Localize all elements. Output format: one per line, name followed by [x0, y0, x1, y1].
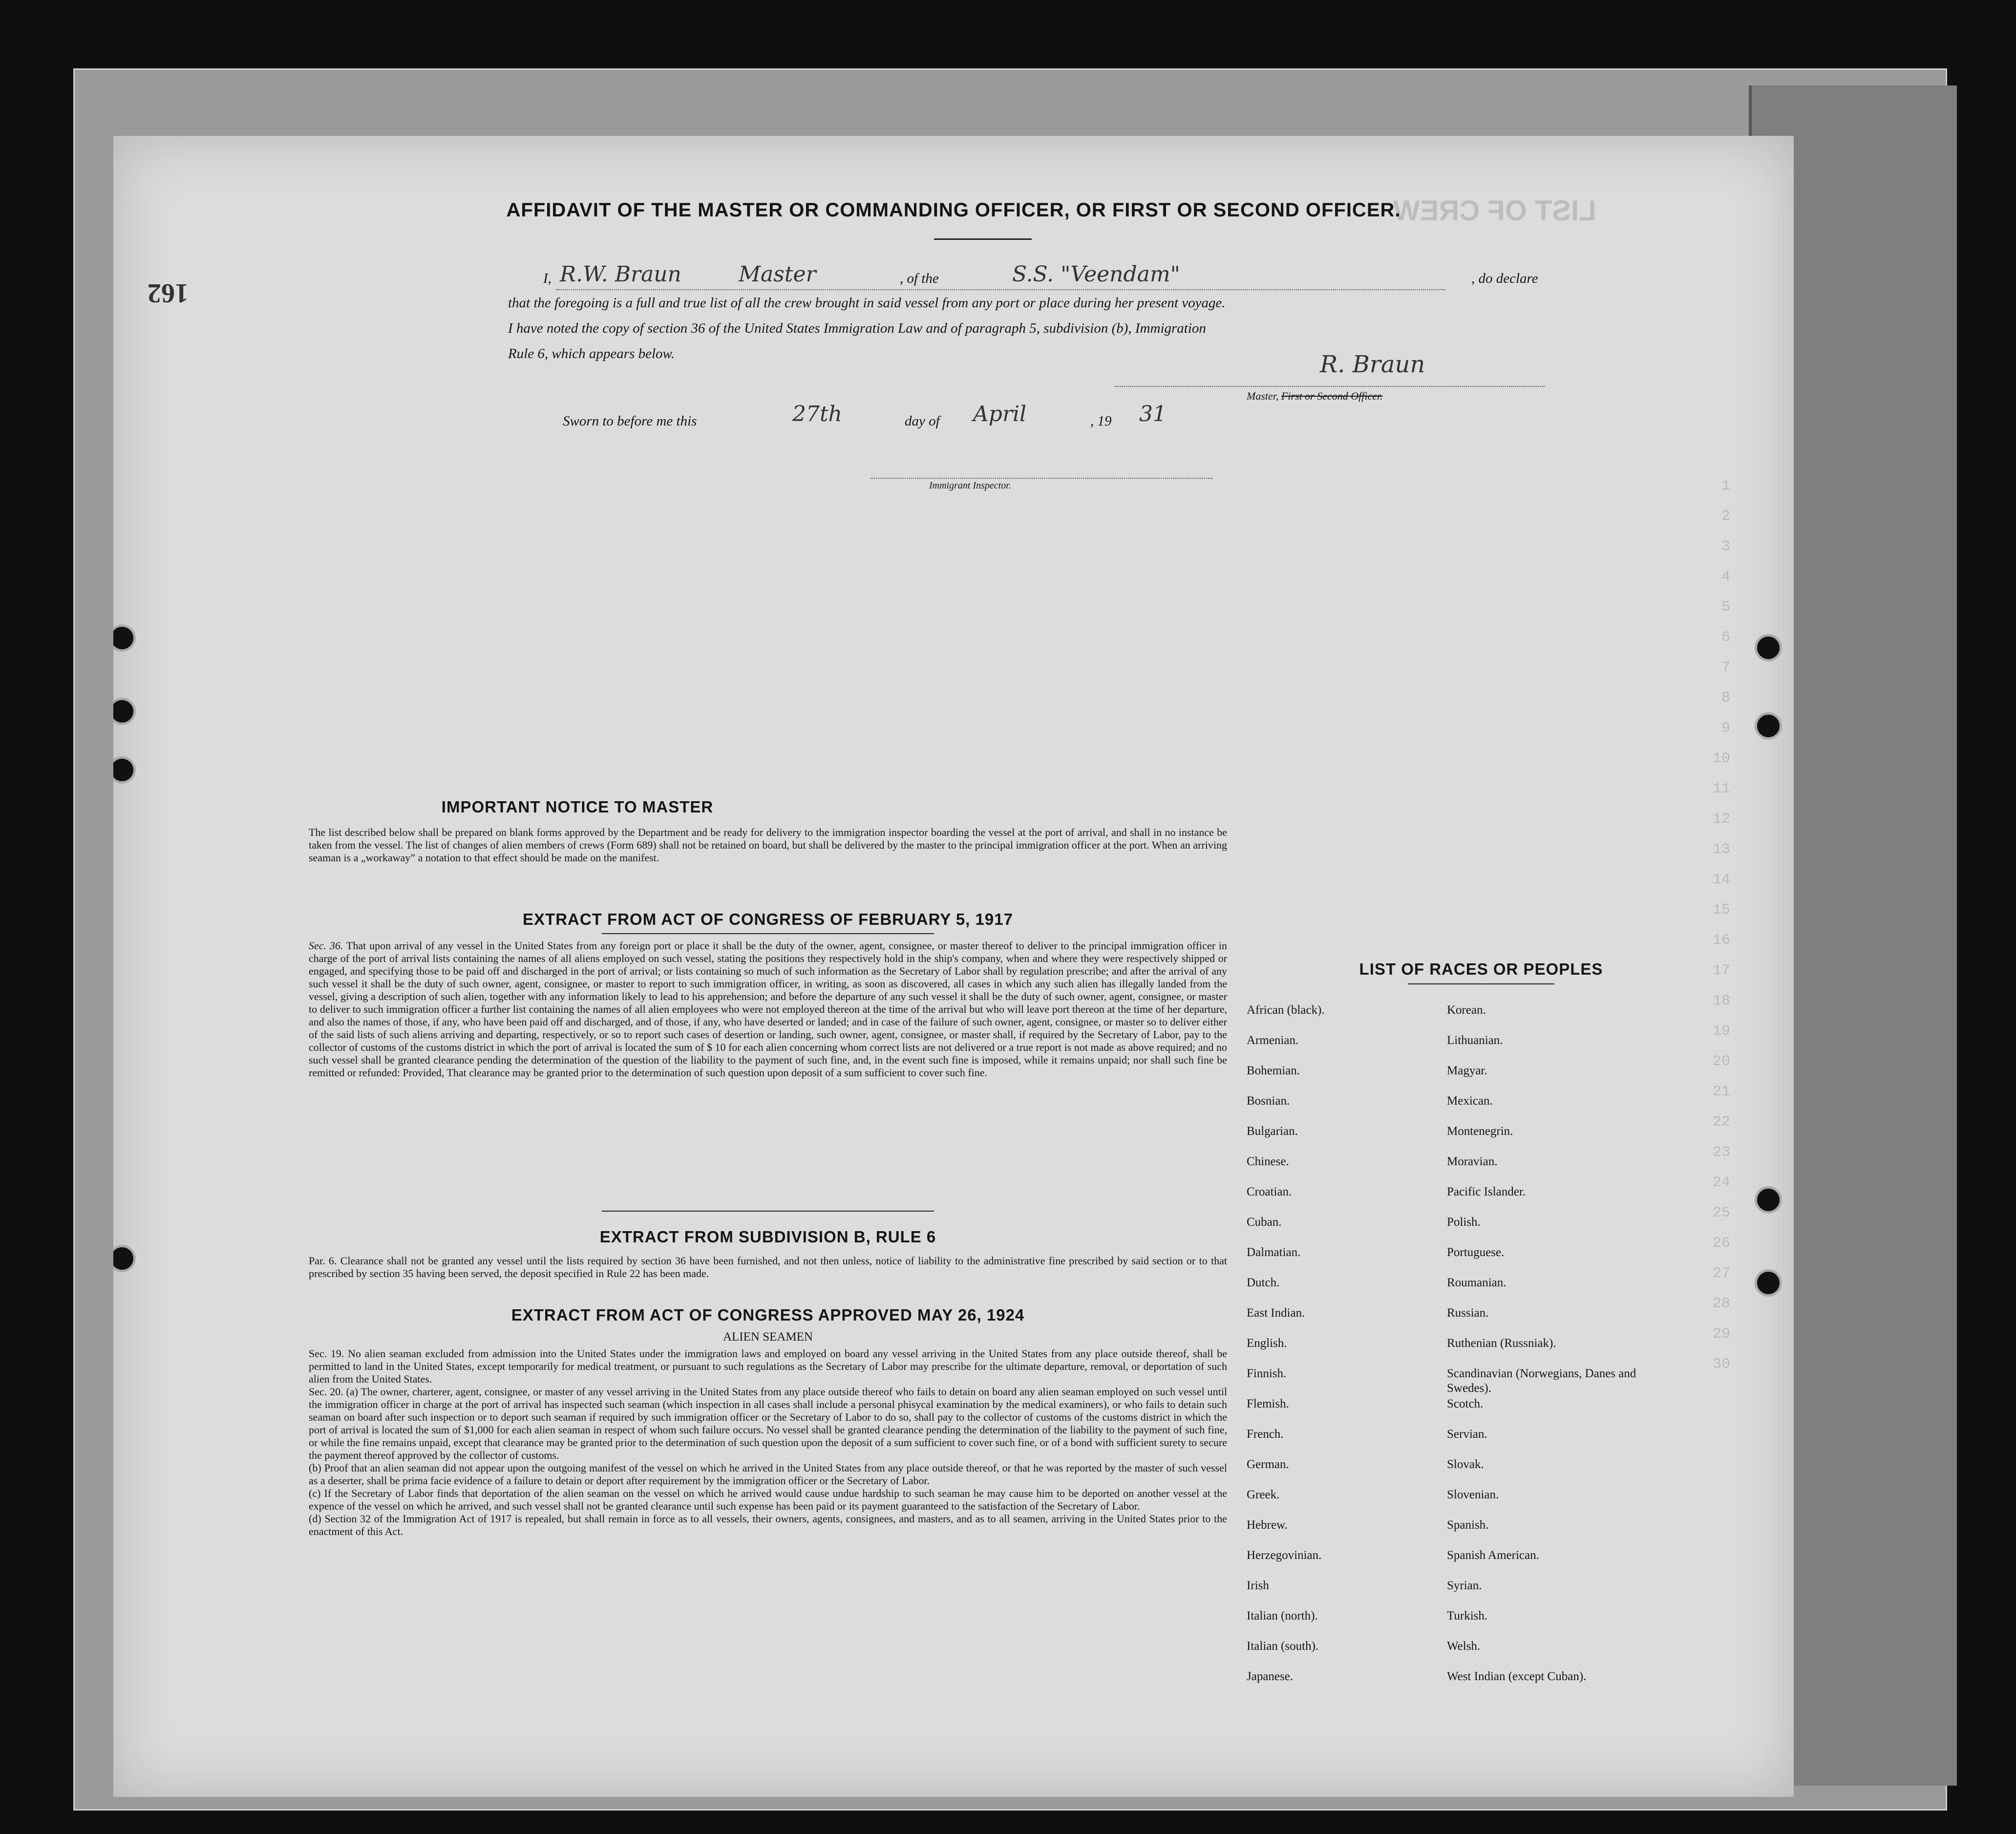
row-number: 26 — [1712, 1235, 1730, 1252]
master-name-handwritten: R.W. Braun — [560, 262, 681, 287]
race-item: Croatian. — [1247, 1185, 1292, 1198]
sworn-day: 27th — [792, 402, 843, 427]
declaration-line-3: I have noted the copy of section 36 of the United States Immigration Law and of paragraph 5, subdivision (b), Immigration — [508, 320, 1206, 336]
notice-text: The list described below shall be prepared on blank forms approved by the Department and be ready for delivery to the immigration inspector boarding the vessel at the port of arrival, and shall in no instance be taken from the vessel. The list of changes of alien members of crews (Form 689) shall not be retained on board, but shall be delivered by the master to the principal immigration officer at the port. When an arriving seaman is a „workaway” a notation to that effect should be made on the manifest. — [309, 826, 1227, 864]
race-item: Spanish American. — [1447, 1549, 1539, 1562]
row-number: 27 — [1712, 1265, 1730, 1282]
row-number: 30 — [1712, 1356, 1730, 1373]
declaration-line-1 — [543, 262, 1584, 294]
race-item: Portuguese. — [1447, 1246, 1505, 1259]
race-item: Bulgarian. — [1247, 1125, 1298, 1138]
race-item: Scandinavian (Norwegians, Danes and Swedes). — [1447, 1367, 1636, 1395]
row-number: 2 — [1721, 508, 1730, 525]
race-item: English. — [1247, 1337, 1287, 1350]
race-item: Japanese. — [1247, 1670, 1294, 1683]
row-number: 1 — [1721, 478, 1730, 494]
title-rule — [934, 238, 1032, 240]
row-number: 18 — [1712, 993, 1730, 1009]
race-item: Scotch. — [1447, 1397, 1484, 1410]
sworn-line: Sworn to before me this 27th day of April , 19 31 — [563, 402, 1167, 429]
race-item: Italian (south). — [1247, 1640, 1319, 1653]
vessel-handwritten: S.S. "Veendam" — [1012, 262, 1180, 287]
race-item: Russian. — [1447, 1306, 1489, 1320]
extract-1917-title: EXTRACT FROM ACT OF CONGRESS OF FEBRUARY 5, 1917 — [523, 910, 1013, 928]
row-number: 7 — [1721, 660, 1730, 676]
row-number: 15 — [1712, 902, 1730, 918]
race-item: Mexican. — [1447, 1094, 1493, 1108]
row-number: 20 — [1712, 1053, 1730, 1070]
race-item: Ruthenian (Russniak). — [1447, 1337, 1556, 1350]
row-number: 24 — [1712, 1174, 1730, 1191]
sworn-month: April — [973, 402, 1027, 427]
race-item: Bosnian. — [1247, 1094, 1290, 1108]
sec20c-paragraph: (c) If the Secretary of Labor finds that deportation of the alien seaman on the vessel on which he arrived would cause undue hardship to such seaman he may cause him to be deported on another vessel at the expence of the vessel on which he arrived, and such vessel shall not be granted clearance until such expense has been paid or its payment guaranteed to the satisfaction of the Secretary of Labor. — [309, 1487, 1227, 1512]
master-signature: R. Braun — [1320, 351, 1425, 378]
race-item: Syrian. — [1447, 1579, 1482, 1592]
row-number: 3 — [1721, 538, 1730, 555]
race-item: Roumanian. — [1447, 1276, 1507, 1289]
punch-hole — [113, 1245, 136, 1272]
row-number: 8 — [1721, 690, 1730, 706]
extract-1924-subtitle: ALIEN SEAMEN — [722, 1330, 813, 1344]
race-item: Pacific Islander. — [1447, 1185, 1526, 1198]
race-item: Polish. — [1447, 1216, 1481, 1229]
sworn-year: 31 — [1139, 402, 1167, 427]
race-item: German. — [1247, 1458, 1289, 1471]
extract-1924-title: EXTRACT FROM ACT OF CONGRESS APPROVED MAY 26, 1924 — [511, 1306, 1025, 1324]
race-item: African (black). — [1247, 1003, 1325, 1017]
inspector-line — [870, 478, 1212, 479]
showthrough-row-numbers — [1701, 478, 1730, 1386]
race-item: French. — [1247, 1428, 1284, 1441]
row-number: 28 — [1712, 1296, 1730, 1312]
races-right-column — [1447, 1003, 1681, 1700]
race-item: Korean. — [1447, 1003, 1486, 1017]
affidavit-page — [113, 136, 1794, 1797]
race-item: Finnish. — [1247, 1367, 1287, 1380]
row-number: 25 — [1712, 1205, 1730, 1221]
rank-handwritten: Master — [739, 262, 816, 287]
punch-hole — [113, 756, 136, 784]
race-item: Servian. — [1447, 1428, 1487, 1441]
race-item: Moravian. — [1447, 1155, 1498, 1168]
punch-hole — [1755, 634, 1782, 661]
race-item: Herzegovinian. — [1247, 1549, 1322, 1562]
race-item: Hebrew. — [1247, 1518, 1288, 1532]
row-number: 12 — [1712, 811, 1730, 828]
row-number: 6 — [1721, 629, 1730, 646]
race-item: Italian (north). — [1247, 1609, 1318, 1622]
race-item: Spanish. — [1447, 1518, 1489, 1532]
race-item: Chinese. — [1247, 1155, 1289, 1168]
row-number: 14 — [1712, 872, 1730, 888]
row-number: 19 — [1712, 1023, 1730, 1040]
punch-hole — [113, 624, 136, 652]
punch-hole — [1755, 1186, 1782, 1214]
race-item: Montenegrin. — [1447, 1125, 1513, 1138]
race-item: Armenian. — [1247, 1034, 1299, 1047]
row-number: 5 — [1721, 599, 1730, 616]
races-title: LIST OF RACES OR PEOPLES — [1359, 960, 1603, 978]
row-number: 10 — [1712, 750, 1730, 767]
sec20a-paragraph: Sec. 20. (a) The owner, charterer, agent, consignee, or master of any vessel arriving in the United States from any place outside thereof who fails to detain on board any alien seaman employed on such vessel until the immigration officer in charge at the port of arrival has inspected such seaman (which inspection in all cases shall include a personal phisycal examination by the medical examiners), or who fails to detain such seaman on board after such inspection or to deport such seaman if required by such immigration officer or the Secretary of Labor to do so, shall pay to the collector of customs of the customs district in which the port of arrival is located the sum of $1,000 for each alien seaman in respect of whom such failure occurs. No vessel shall be granted clearance pending the determination of the liability to the payment of such fine, or while the fine remains unpaid, except that clearance may be granted prior to the determination of such question upon the deposit of a sum sufficient to cover such fine, or of a bond with sufficient surety to secure the payment thereof approved by the collector of customs. — [309, 1386, 1227, 1461]
row-number: 17 — [1712, 962, 1730, 979]
row-number: 13 — [1712, 841, 1730, 858]
race-item: Greek. — [1247, 1488, 1280, 1501]
sec20d-paragraph: (d) Section 32 of the Immigration Act of 1917 is repealed, but shall remain in force as to all vessels, their owners, agents, consignees, and masters, and as to all seamen, arriving in the United States prior to the enactment of this Act. — [309, 1513, 1227, 1537]
showthrough-title: LIST OF CREW — [1393, 195, 1596, 227]
race-item: East Indian. — [1247, 1306, 1305, 1320]
punch-hole — [1755, 712, 1782, 740]
declare-suffix: , do declare — [1471, 271, 1538, 286]
row-number: 4 — [1721, 569, 1730, 585]
punch-hole — [113, 698, 136, 725]
row-number: 21 — [1712, 1084, 1730, 1100]
row-number: 16 — [1712, 932, 1730, 949]
race-item: Lithuanian. — [1447, 1034, 1503, 1047]
race-item: Slovenian. — [1447, 1488, 1499, 1501]
declaration-line-2: that the foregoing is a full and true list of all the crew brought in said vessel from any port or place during her present voyage. — [508, 295, 1226, 311]
row-number: 23 — [1712, 1144, 1730, 1161]
race-item: Dutch. — [1247, 1276, 1280, 1289]
race-item: Cuban. — [1247, 1216, 1282, 1229]
declaration-line-4: Rule 6, which appears below. — [508, 346, 675, 362]
rule6-text: Par. 6. Clearance shall not be granted any vessel until the lists required by section 36 have been furnished, and not then unless, notice of liability to the administrative fine prescribed by said section or to that prescribed by section 35 having been served, the deposit specified in Rule 22 has been made. — [309, 1255, 1227, 1280]
race-item: Slovak. — [1447, 1458, 1484, 1471]
sec20b-paragraph: (b) Proof that an alien seaman did not appear upon the outgoing manifest of the vessel on which he arrived in the United States from any place outside thereof, or that he was reported by the master of such vessel as a deserter, shall be prima facie evidence of a failure to detain or deport after requirement by the immigration officer or the Secretary of Labor. — [309, 1462, 1227, 1487]
declare-prefix: I, — [543, 271, 552, 286]
rule6-title: EXTRACT FROM SUBDIVISION B, RULE 6 — [599, 1228, 936, 1246]
sec19-paragraph: Sec. 19. No alien seaman excluded from admission into the United States under the immigration laws and employed on board any vessel arriving in the United States from any place outside thereof, shall be permitted to land in the United States, except temporarily for medical treatment, or pursuant to such regulations as the Secretary of Labor may prescribe for the ultimate departure, removal, or deportation of such alien from the United States. — [309, 1347, 1227, 1385]
extract-1924-text — [309, 1347, 1227, 1538]
race-item: Turkish. — [1447, 1609, 1488, 1622]
races-left-column — [1247, 1003, 1437, 1700]
race-item: Bohemian. — [1247, 1064, 1300, 1077]
notice-title: IMPORTANT NOTICE TO MASTER — [441, 798, 714, 816]
row-number: 22 — [1712, 1114, 1730, 1130]
race-item: Dalmatian. — [1247, 1246, 1301, 1259]
sheet-number: 162 — [148, 278, 189, 308]
master-caption: Master, First or Second Officer. — [1247, 390, 1383, 402]
affidavit-title: AFFIDAVIT OF THE MASTER OR COMMANDING OFFICER, OR FIRST OR SECOND OFFICER. — [506, 199, 1401, 221]
row-number: 29 — [1712, 1326, 1730, 1343]
race-item: Magyar. — [1447, 1064, 1487, 1077]
race-item: Welsh. — [1447, 1640, 1481, 1653]
signature-line — [1115, 386, 1545, 387]
inspector-caption: Immigrant Inspector. — [929, 480, 1011, 491]
row-number: 11 — [1712, 781, 1730, 797]
punch-hole — [1755, 1269, 1782, 1297]
race-item: West Indian (except Cuban). — [1447, 1670, 1587, 1683]
race-item: Irish — [1247, 1579, 1269, 1592]
extract-1917-text: Sec. 36. That upon arrival of any vessel in the United States from any foreign port or place it shall be the duty of the owner, agent, consignee, or master thereof to deliver to the principal immigration officer in charge of the port of arrival lists containing the names of all aliens employed on such vessel, stating the positions they respectively hold in the ship's company, when and where they were respectively shipped or engaged, and specifying those to be paid off and discharged in the port of arrival; or lists containing so much of such information as the Secretary of Labor shall by regulation prescribe; and after the arrival of any such vessel it shall be the duty of such owner, agent, consignee, or master to report to such immigration officer, in writing, as soon as discovered, all cases in which any such alien has illegally landed from the vessel, giving a description of such alien, together with any information likely to lead to his apprehension; and before the departure of any such vessel it shall be the duty of such owner, agent, consignee, or master to deliver to such immigration officer a further list containing the names of all alien employees who were not employed thereon at the time of the arrival but who will leave port thereon at the time of her departure, and also the names of those, if any, who have been paid off and discharged, and of those, if any, who have deserted or landed; and in case of the failure of such owner, agent, consignee, or master so to deliver either of the said lists of such aliens arriving and departing, respectively, or so to report such cases of desertion or landing, such owner, agent, consignee, or master shall, if required by the Secretary of Labor, pay to the collector of customs of the customs district in which the port of arrival is located the sum of $ 10 for each alien concerning whom correct lists are not delivered or a true report is not made as above required; and no such vessel shall be granted clearance pending the determination of the question of the liability to the payment of such fine, and, in the event such fine is imposed, while it remains unpaid; nor shall such fine be remitted or refunded: Provided, That clearance may be granted prior to the determination of such question upon deposit of a sum sufficient to cover such fine. — [309, 939, 1228, 1079]
row-number: 9 — [1721, 720, 1730, 737]
of-the-text: , of the — [900, 271, 939, 286]
race-item: Flemish. — [1247, 1397, 1289, 1410]
